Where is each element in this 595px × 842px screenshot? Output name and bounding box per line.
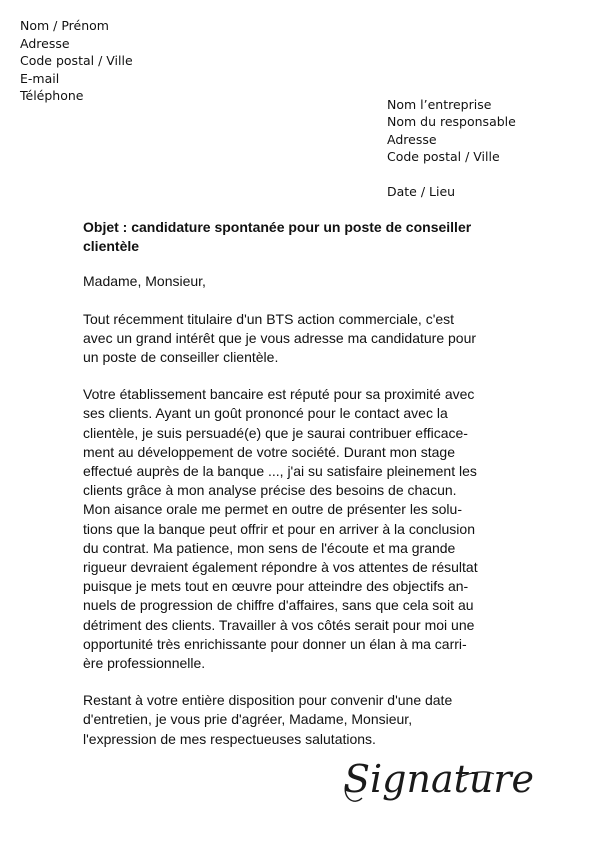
paragraph-line: clientèle, je suis persuadé(e) que je saurai contribuer efficace- — [83, 424, 468, 441]
signature-drawing — [340, 748, 535, 820]
paragraph-line: l'expression de mes respectueuses salutations. — [83, 730, 376, 747]
recipient-block — [387, 96, 516, 200]
date-place: Date / Lieu — [387, 183, 456, 199]
paragraph-line: Votre établissement bancaire est réputé pour sa proximité avec — [83, 386, 475, 403]
letter-subject: Objet : candidature spontanée pour un poste de conseiller clientèle — [83, 219, 472, 255]
paragraph-line: rigueur devraient également répondre à vos attentes de résultat — [83, 559, 478, 576]
paragraph-line: puisque je mets tout en œuvre pour atteindre des objectifs an- — [83, 578, 469, 595]
paragraph-line: Restant à votre entière disposition pour convenir d'une date — [83, 692, 453, 709]
paragraph-line: du contrat. Ma patience, mon sens de l'écoute et ma grande — [83, 539, 456, 556]
paragraph-motivation — [83, 385, 513, 673]
sender-postal-city: Code postal / Ville — [20, 53, 133, 69]
paragraph-line: ère professionnelle. — [83, 655, 206, 672]
paragraph-line: détriment des clients. Travailler à vos côtés serait pour moi une — [83, 616, 475, 633]
paragraph-line: Tout récemment titulaire d'un BTS action commerciale, c'est — [83, 310, 455, 327]
paragraph-line: ment au développement de votre société. Durant mon stage — [83, 443, 455, 460]
paragraph-line: Mon aisance orale me permet en outre de présenter les solu- — [83, 501, 462, 518]
recipient-company: Nom l’entreprise — [387, 97, 492, 112]
signature-text: Signature — [344, 757, 535, 801]
paragraph-line: ses clients. Ayant un goût prononcé pour le contact avec la — [83, 405, 448, 422]
sender-block — [20, 17, 133, 105]
sender-email: E-mail — [20, 70, 60, 86]
paragraph-line: opportunité très enrichissante pour donner un élan à ma carri- — [83, 635, 467, 652]
letter-salutation: Madame, Monsieur, — [83, 273, 206, 290]
paragraph-closing — [83, 691, 513, 749]
signature — [340, 748, 535, 820]
recipient-address: Adresse — [387, 131, 437, 147]
paragraph-line: clients grâce à mon analyse précise des besoins de chacun. — [83, 482, 457, 499]
sender-address: Adresse — [20, 35, 70, 51]
paragraph-intro — [83, 310, 513, 368]
paragraph-line: effectué auprès de la banque ..., j'ai su satisfaire pleinement les — [83, 463, 477, 480]
paragraph-line: tions que la banque peut offrir et pour en arriver à la conclusion — [83, 520, 475, 537]
recipient-postal-city: Code postal / Ville — [387, 149, 500, 165]
sender-phone: Téléphone — [20, 88, 84, 104]
sender-name: Nom / Prénom — [20, 18, 109, 33]
letter-body — [83, 218, 513, 767]
paragraph-line: nuels de progression de chiffre d'affaires, sans que cela soit au — [83, 597, 474, 614]
paragraph-line: un poste de conseiller clientèle. — [83, 349, 279, 366]
paragraph-line: avec un grand intérêt que je vous adresse ma candidature pour — [83, 329, 477, 346]
recipient-manager: Nom du responsable — [387, 114, 516, 130]
paragraph-line: d'entretien, je vous prie d'agréer, Madame, Monsieur, — [83, 711, 413, 728]
